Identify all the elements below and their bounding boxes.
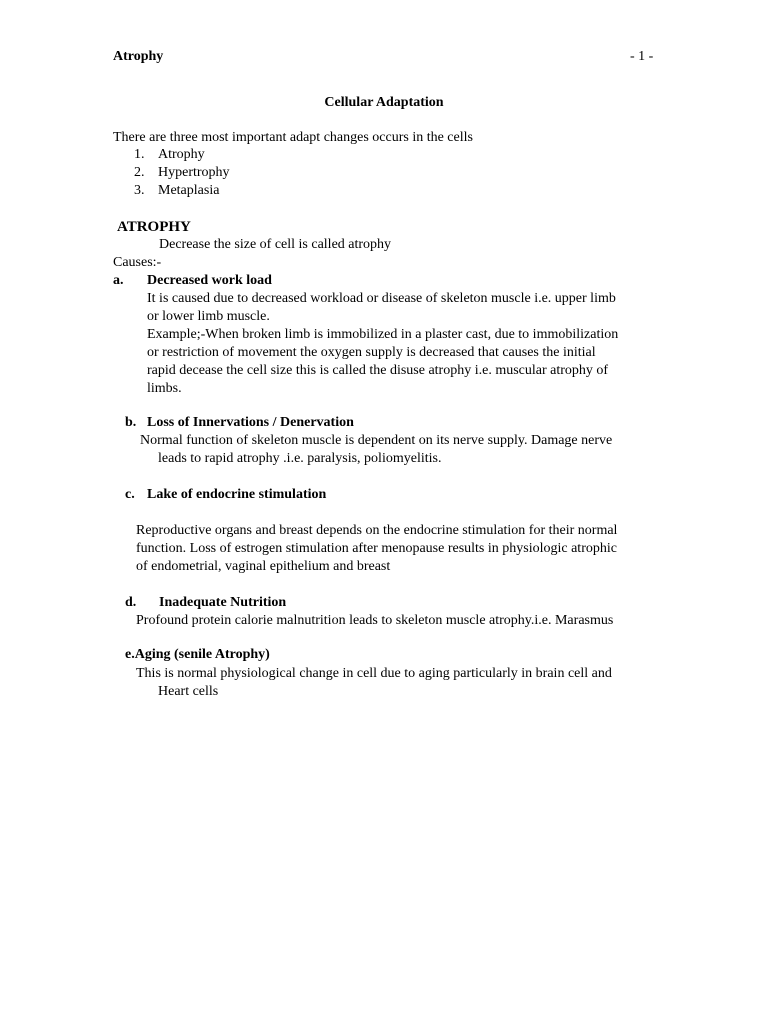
section-e-line: Heart cells <box>158 684 219 699</box>
intro-text: There are three most important adapt changes occurs in the cells <box>113 130 473 145</box>
list-item <box>134 146 434 164</box>
section-b-marker: b. <box>125 415 137 430</box>
section-c-body <box>136 522 617 576</box>
section-b-heading: Loss of Innervations / Denervation <box>147 415 354 430</box>
atrophy-definition: Decrease the size of cell is called atrophy <box>159 237 392 252</box>
section-a-body <box>147 290 618 398</box>
atrophy-heading: ATROPHY <box>117 219 191 235</box>
list-item <box>134 164 434 182</box>
section-a-marker: a. <box>113 273 124 288</box>
section-a-line: rapid decease the cell size this is called the disuse atrophy i.e. muscular atrophy of <box>147 363 609 378</box>
section-b-line: Normal function of skeleton muscle is dependent on its nerve supply. Damage nerve <box>140 433 613 448</box>
section-d-line: Profound protein calorie malnutrition leads to skeleton muscle atrophy.i.e. Marasmus <box>136 613 614 628</box>
section-c-line: function. Loss of estrogen stimulation after menopause results in physiologic atrophic <box>136 541 617 556</box>
section-a-line: or restriction of movement the oxygen supply is decreased that causes the initial <box>147 345 596 360</box>
list-text: Metaplasia <box>158 183 220 198</box>
section-b-line: leads to rapid atrophy .i.e. paralysis, poliomyelitis. <box>158 451 442 466</box>
list-text: Hypertrophy <box>158 165 230 180</box>
adaptation-list <box>134 146 434 200</box>
document-title: Cellular Adaptation <box>324 95 444 110</box>
section-a-line: Example;-When broken limb is immobilized in a plaster cast, due to immobilization <box>147 327 619 342</box>
list-text: Atrophy <box>158 147 205 162</box>
section-e-heading: e.Aging (senile Atrophy) <box>125 647 270 662</box>
section-c-heading: Lake of endocrine stimulation <box>147 487 327 502</box>
section-c-line: of endometrial, vaginal epithelium and breast <box>136 559 391 574</box>
header-title: Atrophy <box>113 49 164 64</box>
section-e-line: This is normal physiological change in cell due to aging particularly in brain cell and <box>136 666 612 681</box>
section-a-heading: Decreased work load <box>147 273 272 288</box>
section-c-line: Reproductive organs and breast depends on the endocrine stimulation for their normal <box>136 523 618 538</box>
section-a-line: or lower limb muscle. <box>147 309 270 324</box>
page-number: - 1 - <box>630 49 654 64</box>
section-a-line: It is caused due to decreased workload or disease of skeleton muscle i.e. upper limb <box>147 291 616 306</box>
list-number: 3. <box>134 183 145 198</box>
causes-label: Causes:- <box>113 255 162 270</box>
section-a-line: limbs. <box>147 381 182 396</box>
list-number: 1. <box>134 147 145 162</box>
section-d-marker: d. <box>125 595 137 610</box>
section-d-heading: Inadequate Nutrition <box>159 595 287 610</box>
section-c-marker: c. <box>125 487 135 502</box>
list-number: 2. <box>134 165 145 180</box>
list-item <box>134 182 434 200</box>
